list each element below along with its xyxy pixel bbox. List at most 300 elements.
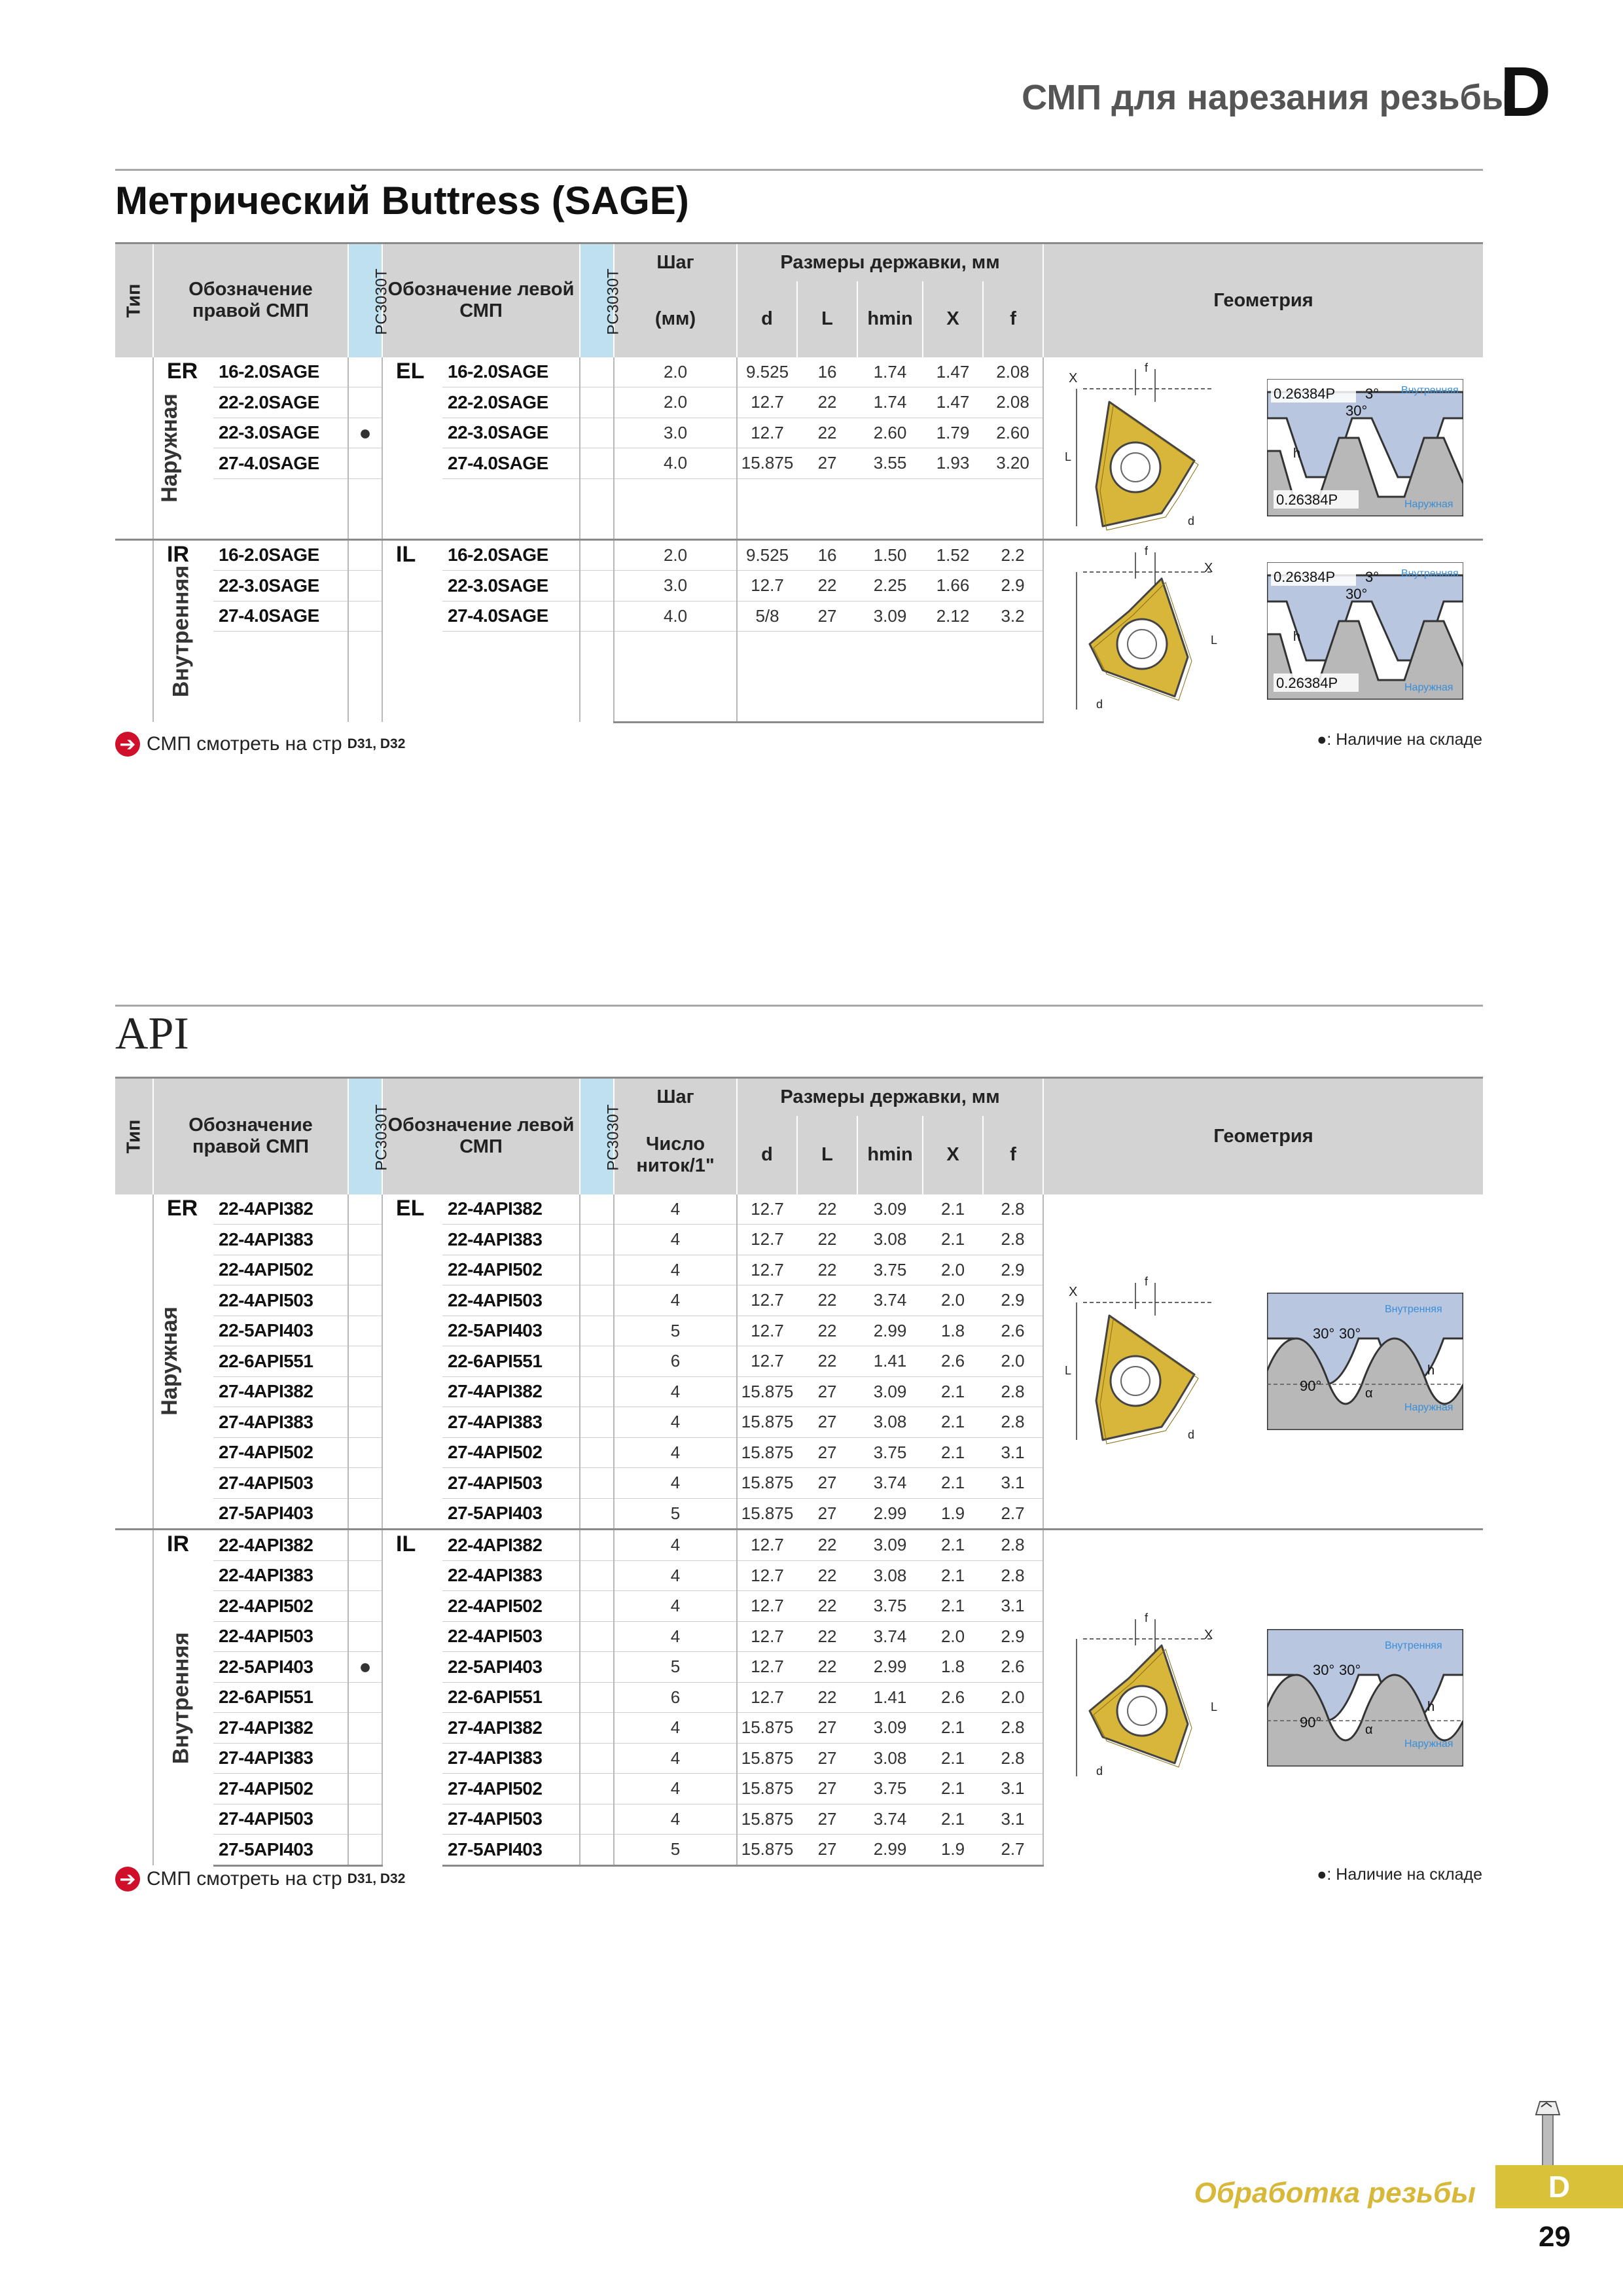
dim-f: 3.1 bbox=[983, 1437, 1043, 1468]
dim-X: 1.93 bbox=[923, 448, 983, 479]
dim-d: 15.875 bbox=[737, 1774, 797, 1804]
section2-stock-note: ●: Наличие на складе bbox=[1317, 1865, 1482, 1884]
left-insert-code: 27-4.0SAGE bbox=[442, 601, 580, 632]
pitch-value: 2.0 bbox=[614, 539, 737, 571]
dim-L: 22 bbox=[797, 571, 857, 601]
right-insert-code: 27-4API502 bbox=[213, 1437, 348, 1468]
stock-indicator bbox=[580, 1498, 614, 1530]
stock-indicator bbox=[580, 1194, 614, 1225]
dim-d: 15.875 bbox=[737, 1407, 797, 1438]
left-insert-code: 27-5API403 bbox=[442, 1498, 580, 1530]
empty-cell bbox=[737, 662, 1043, 692]
section2-title: API bbox=[115, 1009, 189, 1059]
dim-L: 22 bbox=[797, 1621, 857, 1652]
dim-f: 3.2 bbox=[983, 601, 1043, 632]
stock-indicator bbox=[348, 1530, 382, 1561]
arrow-right-icon: ➔ bbox=[115, 732, 140, 757]
dim-hmin: 1.41 bbox=[857, 1682, 923, 1713]
dim-L: 22 bbox=[797, 1316, 857, 1346]
right-prefix: IR bbox=[153, 539, 213, 722]
left-insert-code: 27-4API382 bbox=[442, 1376, 580, 1407]
left-insert-code: 27-4API503 bbox=[442, 1468, 580, 1499]
stock-indicator bbox=[580, 1225, 614, 1255]
thread-profile-drawing bbox=[1267, 1629, 1463, 1767]
dim-hmin: 3.09 bbox=[857, 1530, 923, 1561]
dim-f: 2.2 bbox=[983, 539, 1043, 571]
svg-text:30°: 30° bbox=[1338, 1325, 1361, 1342]
svg-text:X: X bbox=[1204, 561, 1213, 576]
dim-X: 2.0 bbox=[923, 1255, 983, 1285]
svg-text:h: h bbox=[1427, 1363, 1435, 1378]
left-prefix: IL bbox=[382, 539, 442, 722]
left-insert-code: 27-4API383 bbox=[442, 1407, 580, 1438]
stock-indicator bbox=[580, 1376, 614, 1407]
left-insert-code: 22-5API403 bbox=[442, 1652, 580, 1683]
col-hmin: hmin bbox=[857, 1116, 923, 1194]
stock-indicator bbox=[348, 1407, 382, 1438]
stock-indicator bbox=[348, 1713, 382, 1744]
dim-X: 2.0 bbox=[923, 1621, 983, 1652]
dim-f: 2.8 bbox=[983, 1376, 1043, 1407]
stock-indicator bbox=[580, 1835, 614, 1866]
dim-d: 12.7 bbox=[737, 571, 797, 601]
col-grade-right: PC3030T bbox=[348, 1078, 382, 1194]
right-insert-code: 22-5API403 bbox=[213, 1652, 348, 1683]
left-insert-code: 22-3.0SAGE bbox=[442, 571, 580, 601]
svg-text:30°: 30° bbox=[1312, 1325, 1335, 1342]
dim-hmin: 3.09 bbox=[857, 1713, 923, 1744]
right-prefix: IR bbox=[153, 1530, 213, 1866]
left-insert-code: 22-4API382 bbox=[442, 1194, 580, 1225]
col-right-insert: Обозначение правой СМП bbox=[153, 243, 348, 357]
stock-indicator bbox=[348, 1255, 382, 1285]
empty-cell bbox=[614, 662, 737, 692]
dim-X: 1.79 bbox=[923, 418, 983, 448]
stock-indicator bbox=[348, 1437, 382, 1468]
stock-indicator bbox=[580, 1774, 614, 1804]
api-table bbox=[115, 1077, 1483, 1867]
dim-hmin: 3.75 bbox=[857, 1255, 923, 1285]
empty-cell bbox=[614, 632, 737, 662]
footer-section-letter: D bbox=[1495, 2165, 1623, 2208]
col-L: L bbox=[797, 281, 857, 357]
dim-L: 22 bbox=[797, 1682, 857, 1713]
svg-text:Наружная: Наружная bbox=[1404, 1401, 1454, 1413]
dim-d: 12.7 bbox=[737, 1652, 797, 1683]
dim-d: 15.875 bbox=[737, 1498, 797, 1530]
stock-indicator bbox=[580, 1468, 614, 1499]
right-insert-code: 22-3.0SAGE bbox=[213, 418, 348, 448]
sage-table bbox=[115, 242, 1483, 723]
stock-indicator bbox=[348, 1316, 382, 1346]
pitch-value: 4.0 bbox=[614, 448, 737, 479]
dim-hmin: 3.74 bbox=[857, 1804, 923, 1835]
stock-indicator bbox=[580, 1255, 614, 1285]
svg-text:3°: 3° bbox=[1364, 569, 1379, 586]
dim-f: 2.6 bbox=[983, 1316, 1043, 1346]
dim-L: 22 bbox=[797, 1591, 857, 1622]
pitch-value: 4 bbox=[614, 1468, 737, 1499]
col-type: Тип bbox=[115, 1078, 153, 1194]
pitch-value: 4 bbox=[614, 1591, 737, 1622]
dim-L: 22 bbox=[797, 418, 857, 448]
right-prefix: ER bbox=[167, 1195, 198, 1221]
pitch-value: 4 bbox=[614, 1713, 737, 1744]
empty-cell bbox=[580, 632, 614, 662]
dim-X: 1.8 bbox=[923, 1316, 983, 1346]
dim-L: 27 bbox=[797, 1376, 857, 1407]
stock-indicator bbox=[348, 1194, 382, 1225]
svg-text:90°: 90° bbox=[1299, 1714, 1322, 1731]
dim-hmin: 3.75 bbox=[857, 1591, 923, 1622]
dim-hmin: 3.08 bbox=[857, 1225, 923, 1255]
stock-indicator bbox=[580, 1316, 614, 1346]
empty-cell bbox=[737, 509, 1043, 539]
dim-f: 2.7 bbox=[983, 1835, 1043, 1866]
dim-hmin: 2.60 bbox=[857, 418, 923, 448]
col-holder-dims: Размеры державки, мм bbox=[737, 1078, 1043, 1116]
right-insert-code: 22-3.0SAGE bbox=[213, 571, 348, 601]
left-insert-code: 22-4API502 bbox=[442, 1255, 580, 1285]
svg-text:α: α bbox=[1364, 1723, 1373, 1737]
col-grade-left: PC3030T bbox=[580, 1078, 614, 1194]
pitch-value: 2.0 bbox=[614, 387, 737, 418]
dim-L: 27 bbox=[797, 1498, 857, 1530]
dim-f: 2.8 bbox=[983, 1407, 1043, 1438]
empty-cell bbox=[348, 509, 382, 539]
dim-hmin: 1.74 bbox=[857, 387, 923, 418]
pitch-value: 3.0 bbox=[614, 571, 737, 601]
pitch-value: 4 bbox=[614, 1621, 737, 1652]
stock-indicator bbox=[348, 1498, 382, 1530]
dim-X: 2.1 bbox=[923, 1560, 983, 1591]
dim-hmin: 3.74 bbox=[857, 1468, 923, 1499]
svg-text:Наружная: Наружная bbox=[1404, 499, 1454, 510]
svg-text:d: d bbox=[1188, 514, 1195, 528]
pitch-value: 5 bbox=[614, 1498, 737, 1530]
right-insert-code: 22-4API503 bbox=[213, 1285, 348, 1316]
insert-drawing bbox=[1063, 363, 1227, 533]
dim-d: 15.875 bbox=[737, 448, 797, 479]
stock-indicator bbox=[348, 1285, 382, 1316]
dim-X: 2.1 bbox=[923, 1743, 983, 1774]
stock-indicator bbox=[580, 1591, 614, 1622]
dim-L: 22 bbox=[797, 1255, 857, 1285]
svg-text:Наружная: Наружная bbox=[1404, 1738, 1454, 1749]
dim-X: 2.1 bbox=[923, 1437, 983, 1468]
right-insert-code: 27-4.0SAGE bbox=[213, 448, 348, 479]
svg-text:0.26384P: 0.26384P bbox=[1273, 569, 1335, 586]
header-title: СМП для нарезания резьбы bbox=[1022, 78, 1512, 117]
thread-profile-drawing bbox=[1267, 562, 1463, 700]
dim-X: 1.52 bbox=[923, 539, 983, 571]
right-insert-code: 22-4API502 bbox=[213, 1255, 348, 1285]
dim-L: 22 bbox=[797, 1652, 857, 1683]
col-d: d bbox=[737, 281, 797, 357]
stock-indicator: ● bbox=[348, 418, 382, 448]
stock-indicator bbox=[348, 571, 382, 601]
svg-text:d: d bbox=[1188, 1427, 1195, 1441]
stock-indicator bbox=[580, 418, 614, 448]
svg-text:0.26384P: 0.26384P bbox=[1273, 386, 1335, 402]
svg-text:Наружная: Наружная bbox=[1404, 682, 1454, 694]
pitch-value: 4 bbox=[614, 1560, 737, 1591]
dim-L: 22 bbox=[797, 1194, 857, 1225]
dim-f: 2.8 bbox=[983, 1530, 1043, 1561]
geometry-cell bbox=[1043, 1194, 1483, 1530]
dim-hmin: 3.08 bbox=[857, 1560, 923, 1591]
dim-X: 2.1 bbox=[923, 1591, 983, 1622]
dim-hmin: 1.74 bbox=[857, 357, 923, 387]
dim-X: 1.9 bbox=[923, 1498, 983, 1530]
left-insert-code: 27-4API382 bbox=[442, 1713, 580, 1744]
right-insert-code: 22-4API383 bbox=[213, 1225, 348, 1255]
stock-indicator bbox=[348, 1774, 382, 1804]
col-geometry: Геометрия bbox=[1043, 1078, 1483, 1194]
dim-d: 15.875 bbox=[737, 1835, 797, 1866]
col-grade-left: PC3030T bbox=[580, 243, 614, 357]
dim-d: 12.7 bbox=[737, 418, 797, 448]
svg-text:h: h bbox=[1427, 1700, 1435, 1714]
dim-f: 3.1 bbox=[983, 1468, 1043, 1499]
col-pitch: Шаг bbox=[614, 1078, 737, 1116]
stock-indicator bbox=[580, 1285, 614, 1316]
col-holder-dims: Размеры державки, мм bbox=[737, 243, 1043, 281]
stock-indicator bbox=[580, 1530, 614, 1561]
dim-f: 3.1 bbox=[983, 1774, 1043, 1804]
pitch-value: 4 bbox=[614, 1285, 737, 1316]
dim-d: 5/8 bbox=[737, 601, 797, 632]
dim-d: 12.7 bbox=[737, 1621, 797, 1652]
dim-d: 15.875 bbox=[737, 1376, 797, 1407]
empty-cell bbox=[442, 691, 580, 722]
insert-drawing bbox=[1063, 1613, 1227, 1783]
dim-L: 27 bbox=[797, 1407, 857, 1438]
dim-f: 2.8 bbox=[983, 1560, 1043, 1591]
left-insert-code: 16-2.0SAGE bbox=[442, 357, 580, 387]
dim-hmin: 3.75 bbox=[857, 1437, 923, 1468]
dim-X: 2.6 bbox=[923, 1346, 983, 1377]
svg-text:f: f bbox=[1145, 363, 1149, 374]
pitch-value: 6 bbox=[614, 1682, 737, 1713]
dim-hmin: 1.41 bbox=[857, 1346, 923, 1377]
dim-f: 2.8 bbox=[983, 1194, 1043, 1225]
header-section-letter: D bbox=[1500, 52, 1551, 131]
empty-cell bbox=[213, 632, 348, 662]
empty-cell bbox=[580, 662, 614, 692]
right-insert-code: 27-4API502 bbox=[213, 1774, 348, 1804]
dim-f: 2.60 bbox=[983, 418, 1043, 448]
empty-cell bbox=[213, 509, 348, 539]
dim-hmin: 3.09 bbox=[857, 1194, 923, 1225]
col-L: L bbox=[797, 1116, 857, 1194]
dim-L: 22 bbox=[797, 387, 857, 418]
left-insert-code: 22-5API403 bbox=[442, 1316, 580, 1346]
dim-f: 2.8 bbox=[983, 1225, 1043, 1255]
stock-indicator bbox=[580, 571, 614, 601]
stock-indicator bbox=[580, 1407, 614, 1438]
dim-X: 1.47 bbox=[923, 387, 983, 418]
pitch-value: 3.0 bbox=[614, 418, 737, 448]
dim-f: 3.1 bbox=[983, 1804, 1043, 1835]
dim-L: 27 bbox=[797, 1437, 857, 1468]
empty-cell bbox=[580, 691, 614, 722]
dim-X: 2.1 bbox=[923, 1530, 983, 1561]
svg-text:h: h bbox=[1293, 446, 1300, 461]
svg-text:0.26384P: 0.26384P bbox=[1275, 492, 1338, 508]
right-insert-code: 22-5API403 bbox=[213, 1316, 348, 1346]
threading-tool-icon bbox=[1522, 2098, 1574, 2170]
type-cell: Наружная bbox=[115, 357, 153, 540]
left-insert-code: 16-2.0SAGE bbox=[442, 539, 580, 571]
stock-indicator bbox=[348, 357, 382, 387]
table-row bbox=[115, 1194, 1483, 1225]
dim-d: 12.7 bbox=[737, 1530, 797, 1561]
type-cell: Внутренняя bbox=[115, 1530, 153, 1866]
col-d: d bbox=[737, 1116, 797, 1194]
type-cell: Внутренняя bbox=[115, 539, 153, 722]
dim-d: 12.7 bbox=[737, 1591, 797, 1622]
svg-text:α: α bbox=[1364, 1386, 1373, 1401]
dim-f: 2.9 bbox=[983, 571, 1043, 601]
stock-indicator bbox=[580, 1743, 614, 1774]
dim-hmin: 3.55 bbox=[857, 448, 923, 479]
dim-hmin: 2.99 bbox=[857, 1652, 923, 1683]
dim-X: 1.8 bbox=[923, 1652, 983, 1683]
dim-f: 2.9 bbox=[983, 1255, 1043, 1285]
empty-cell bbox=[348, 632, 382, 662]
col-hmin: hmin bbox=[857, 281, 923, 357]
dim-L: 27 bbox=[797, 448, 857, 479]
dim-L: 22 bbox=[797, 1346, 857, 1377]
left-insert-code: 27-4API502 bbox=[442, 1774, 580, 1804]
left-insert-code: 22-2.0SAGE bbox=[442, 387, 580, 418]
col-type: Тип bbox=[115, 243, 153, 357]
col-X: X bbox=[923, 281, 983, 357]
svg-text:X: X bbox=[1204, 1628, 1213, 1642]
dim-X: 2.1 bbox=[923, 1774, 983, 1804]
dim-X: 1.47 bbox=[923, 357, 983, 387]
left-insert-code: 22-4API383 bbox=[442, 1560, 580, 1591]
dim-X: 2.1 bbox=[923, 1804, 983, 1835]
svg-text:30°: 30° bbox=[1338, 1662, 1361, 1678]
dim-X: 2.0 bbox=[923, 1285, 983, 1316]
dim-X: 2.1 bbox=[923, 1713, 983, 1744]
right-insert-code: 22-4API502 bbox=[213, 1591, 348, 1622]
dim-hmin: 2.99 bbox=[857, 1316, 923, 1346]
dim-L: 27 bbox=[797, 1804, 857, 1835]
right-insert-code: 22-2.0SAGE bbox=[213, 387, 348, 418]
right-insert-code: 22-4API383 bbox=[213, 1560, 348, 1591]
svg-text:Внутренняя: Внутренняя bbox=[1400, 568, 1459, 580]
col-pitch: Шаг bbox=[614, 243, 737, 281]
svg-text:X: X bbox=[1069, 371, 1078, 386]
dim-X: 2.1 bbox=[923, 1468, 983, 1499]
dim-hmin: 3.08 bbox=[857, 1407, 923, 1438]
left-prefix: EL bbox=[396, 358, 425, 384]
svg-text:30°: 30° bbox=[1345, 586, 1368, 603]
dim-hmin: 3.09 bbox=[857, 601, 923, 632]
right-insert-code: 27-4API503 bbox=[213, 1804, 348, 1835]
pitch-value: 4 bbox=[614, 1376, 737, 1407]
svg-text:30°: 30° bbox=[1345, 403, 1368, 419]
left-insert-code: 22-4API503 bbox=[442, 1285, 580, 1316]
right-insert-code: 22-4API382 bbox=[213, 1194, 348, 1225]
dim-L: 27 bbox=[797, 1743, 857, 1774]
dim-d: 9.525 bbox=[737, 357, 797, 387]
col-right-insert: Обозначение правой СМП bbox=[153, 1078, 348, 1194]
table-row bbox=[115, 539, 1483, 571]
stock-indicator bbox=[580, 1346, 614, 1377]
right-insert-code: 16-2.0SAGE bbox=[213, 539, 348, 571]
dim-f: 2.7 bbox=[983, 1498, 1043, 1530]
dim-d: 12.7 bbox=[737, 1560, 797, 1591]
pitch-value: 4 bbox=[614, 1194, 737, 1225]
dim-f: 2.9 bbox=[983, 1621, 1043, 1652]
dim-d: 12.7 bbox=[737, 1255, 797, 1285]
thread-profile-drawing bbox=[1267, 379, 1463, 516]
stock-indicator bbox=[348, 1346, 382, 1377]
empty-cell bbox=[442, 662, 580, 692]
col-X: X bbox=[923, 1116, 983, 1194]
pitch-value: 2.0 bbox=[614, 357, 737, 387]
left-prefix: EL bbox=[396, 1195, 425, 1221]
right-insert-code: 16-2.0SAGE bbox=[213, 357, 348, 387]
dim-d: 15.875 bbox=[737, 1437, 797, 1468]
stock-indicator bbox=[580, 1437, 614, 1468]
section1-ref-note: ➔ СМП смотреть на стр D31, D32 bbox=[115, 732, 405, 757]
left-insert-code: 27-4API383 bbox=[442, 1743, 580, 1774]
dim-X: 2.1 bbox=[923, 1225, 983, 1255]
stock-indicator bbox=[580, 1621, 614, 1652]
svg-text:X: X bbox=[1069, 1284, 1078, 1299]
stock-indicator bbox=[348, 539, 382, 571]
svg-text:f: f bbox=[1145, 546, 1149, 558]
pitch-value: 4 bbox=[614, 1437, 737, 1468]
right-insert-code: 27-5API403 bbox=[213, 1498, 348, 1530]
pitch-value: 4 bbox=[614, 1225, 737, 1255]
dim-L: 22 bbox=[797, 1530, 857, 1561]
svg-text:f: f bbox=[1145, 1613, 1149, 1624]
empty-cell bbox=[580, 478, 614, 509]
insert-drawing bbox=[1063, 546, 1227, 716]
stock-indicator bbox=[348, 1560, 382, 1591]
stock-indicator bbox=[348, 1468, 382, 1499]
stock-indicator bbox=[580, 1682, 614, 1713]
dim-d: 12.7 bbox=[737, 1194, 797, 1225]
stock-indicator bbox=[580, 448, 614, 479]
svg-text:Внутренняя: Внутренняя bbox=[1384, 1303, 1442, 1315]
right-insert-code: 22-6API551 bbox=[213, 1682, 348, 1713]
dim-f: 2.08 bbox=[983, 357, 1043, 387]
stock-indicator bbox=[580, 1652, 614, 1683]
pitch-value: 4 bbox=[614, 1743, 737, 1774]
dim-hmin: 3.74 bbox=[857, 1621, 923, 1652]
svg-text:Внутренняя: Внутренняя bbox=[1400, 385, 1459, 396]
svg-text:L: L bbox=[1211, 1700, 1218, 1713]
stock-indicator bbox=[348, 1743, 382, 1774]
footer-section-name: Обработка резьбы bbox=[1194, 2177, 1476, 2209]
empty-cell bbox=[348, 478, 382, 509]
empty-cell bbox=[580, 509, 614, 539]
pitch-value: 4 bbox=[614, 1407, 737, 1438]
dim-d: 12.7 bbox=[737, 1316, 797, 1346]
dim-X: 2.1 bbox=[923, 1376, 983, 1407]
left-insert-code: 22-6API551 bbox=[442, 1346, 580, 1377]
right-insert-code: 27-5API403 bbox=[213, 1835, 348, 1866]
svg-text:Внутренняя: Внутренняя bbox=[1384, 1640, 1442, 1651]
empty-cell bbox=[614, 478, 737, 509]
